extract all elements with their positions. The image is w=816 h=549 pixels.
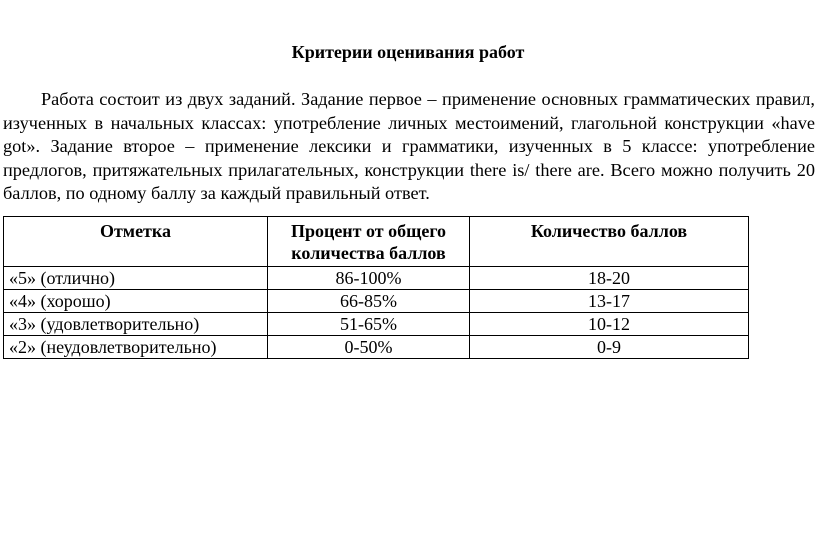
cell-points: 13-17 <box>470 290 749 313</box>
grading-table <box>3 216 749 359</box>
paragraph-text: Работа состоит из двух заданий. Задание первое – применение основных грамматических правил, изученных в начальных классах: употребление личных местоимений, глагольной конструкции «have got». Задание второе – применение лексики и грамматики, изученных в 5 классе: употребление предлогов, притяжательных прилагательных, конструкции there is/ there are. Всего можно получить 20 баллов, по одному баллу за каждый правильный ответ. <box>3 89 815 203</box>
description-paragraph <box>3 88 815 206</box>
cell-percent: 86-100% <box>268 267 470 290</box>
cell-mark: «4» (хорошо) <box>4 290 268 313</box>
cell-points: 18-20 <box>470 267 749 290</box>
header-points: Количество баллов <box>470 217 749 267</box>
table-row <box>4 336 749 359</box>
document-title: Критерии оценивания работ <box>291 42 525 62</box>
table-header-row <box>4 217 749 267</box>
cell-mark: «2» (неудовлетворительно) <box>4 336 268 359</box>
table-row <box>4 290 749 313</box>
cell-percent: 0-50% <box>268 336 470 359</box>
cell-mark: «3» (удовлетворительно) <box>4 313 268 336</box>
cell-points: 0-9 <box>470 336 749 359</box>
header-percent: Процент от общего количества баллов <box>268 217 470 267</box>
table-row <box>4 313 749 336</box>
cell-points: 10-12 <box>470 313 749 336</box>
cell-percent: 51-65% <box>268 313 470 336</box>
cell-percent: 66-85% <box>268 290 470 313</box>
cell-mark: «5» (отлично) <box>4 267 268 290</box>
header-mark: Отметка <box>4 217 268 267</box>
table-row <box>4 267 749 290</box>
